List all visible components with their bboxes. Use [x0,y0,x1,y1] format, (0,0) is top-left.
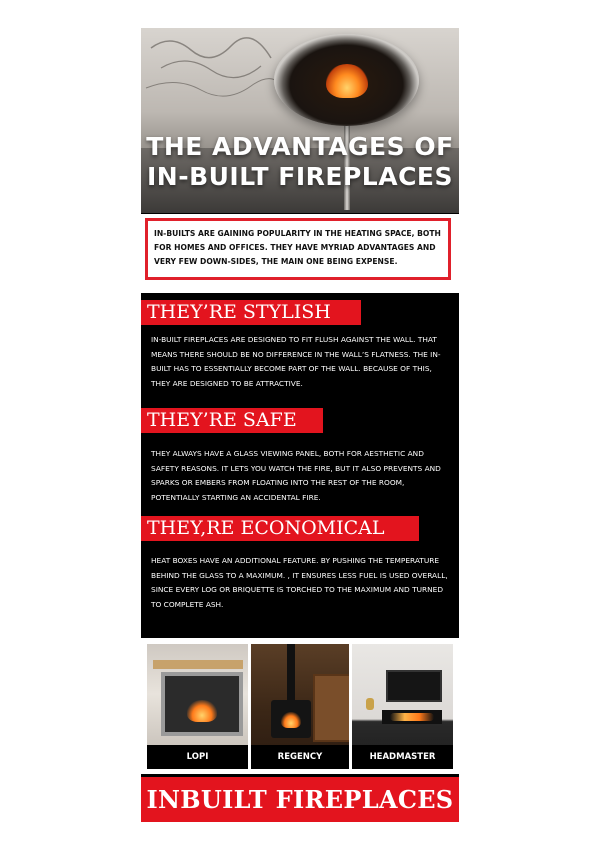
brand-caption: HEADMASTER [352,745,453,769]
intro-text: IN-BUILTS ARE GAINING POPULARITY IN THE HEATING SPACE, BOTH FOR HOMES AND OFFICES. THEY HAVE MYRIAD ADVANTAGES AND VERY FEW DOWN-SIDES, THE MAIN ONE BEING EXPENSE. [145,218,451,280]
fire-flame [390,713,434,721]
section-title-stylish: THEY’RE STYLISH [141,300,361,325]
section-text-stylish: IN-BUILT FIREPLACES ARE DESIGNED TO FIT FLUSH AGAINST THE WALL. THAT MEANS THERE SHOULD BE NO DIFFERENCE IN THE WALL’S FLATNESS. THE IN-BUILT HAS TO ESSENTIALLY BECOME PART OF THE WALL. BECAUSE OF THIS, THEY ARE DESIGNED TO BE ATTRACTIVE. [151,335,441,388]
brand-card-headmaster [352,644,453,769]
wood-stove-image [271,700,311,738]
infographic-poster [141,28,459,822]
wall-art-decoration [141,28,291,108]
linear-fireplace-image [382,710,442,724]
insert-fireplace-image [161,672,243,736]
page-title [141,132,459,192]
section-text-economical: HEAT BOXES HAVE AN ADDITIONAL FEATURE. BY PUSHING THE TEMPERATURE BEHIND THE GLASS TO A MAXIMUM. , IT ENSURES LESS FUEL IS USED OVERALL, SINCE EVERY LOG OR BRIQUETTE IS TORCHED TO THE MAXIMUM AND TURNED TO COMPLETE ASH. [151,556,448,609]
wall-screen-image [386,670,442,702]
flue-pipe [287,644,295,702]
mantel-shelf [153,660,243,669]
intro-section [141,214,459,293]
brand-caption: REGENCY [251,745,349,769]
hero-banner [141,28,459,213]
section-title-safe: THEY’RE SAFE [141,408,323,433]
cabinet-image [313,674,349,742]
footer-banner: INBUILT FIREPLACES [141,777,459,822]
fire-flame [326,64,368,98]
section-title-economical: THEY,RE ECONOMICAL [141,516,419,541]
fire-flame [187,700,217,722]
section-text-safe: THEY ALWAYS HAVE A GLASS VIEWING PANEL, BOTH FOR AESTHETIC AND SAFETY REASONS. IT LETS YOU WATCH THE FIRE, BUT IT ALSO PREVENTS AND SPARKS OR EMBERS FROM FLOATING INTO THE REST OF THE ROOM, POTENTIALLY STARTING AN ACCIDENTAL FIRE. [151,449,441,502]
brand-caption: LOPI [147,745,248,769]
title-line-1: THE ADVANTAGES OF [146,132,454,161]
brand-gallery [141,638,459,774]
title-line-2: IN-BUILT FIREPLACES [146,162,454,191]
brand-card-regency [251,644,349,769]
fire-flame [281,712,301,728]
brand-card-lopi [147,644,248,769]
suspended-fireplace-image [274,34,419,126]
vase-decoration [366,698,374,710]
